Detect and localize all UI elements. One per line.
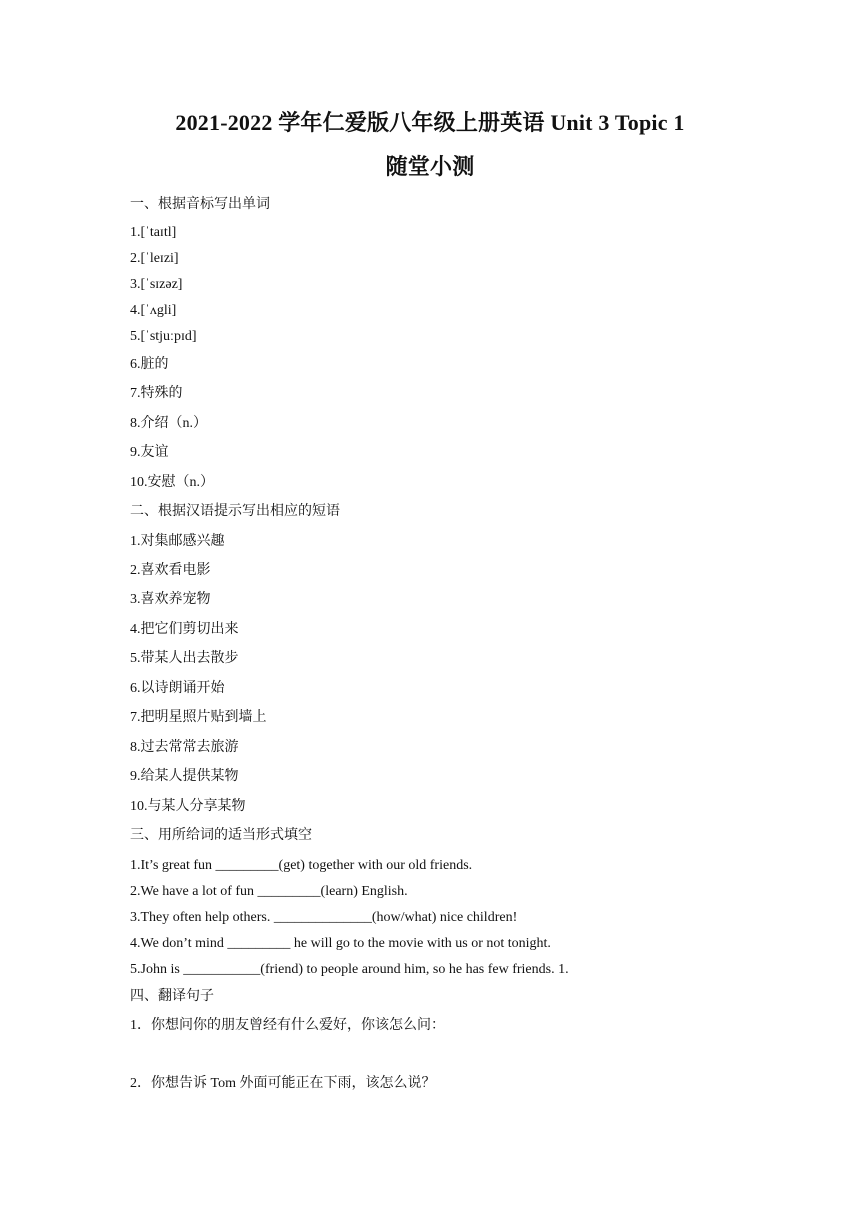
section-1-item: 7.特殊的: [130, 386, 183, 401]
section-2-item: 4.把它们剪切出来: [130, 622, 239, 637]
section-2-item: 7.把明星照片贴到墙上: [130, 710, 267, 725]
section-2-item: 1.对集邮感兴趣: [130, 534, 225, 549]
section-3-item: 2.We have a lot of fun _________(learn) English.: [130, 884, 408, 899]
section-1-item: 5.[ˈstjuːpɪd]: [130, 329, 197, 344]
section-4-item: 1．你想问你的朋友曾经有什么爱好，你该怎么问：: [130, 1018, 445, 1033]
section-3-item: 3.They often help others. ______________(how/what) nice children!: [130, 910, 518, 925]
section-2-item: 8.过去常常去旅游: [130, 740, 239, 755]
section-1-item: 2.[ˈleɪzi]: [130, 251, 179, 266]
section-3-item: 5.John is ___________(friend) to people around him, so he has few friends. 1.: [130, 962, 569, 977]
section-1-item: 4.[ˈʌgli]: [130, 303, 177, 318]
section-2-item: 5.带某人出去散步: [130, 651, 239, 666]
document-subtitle: 随堂小测: [385, 154, 475, 179]
section-1-item: 9.友谊: [130, 445, 169, 460]
section-2-heading: 二、根据汉语提示写出相应的短语: [130, 504, 340, 519]
section-1-item: 10.安慰（n.）: [130, 475, 214, 490]
section-1-item: 3.[ˈsɪzəz]: [130, 277, 183, 292]
section-3-item: 4.We don’t mind _________ he will go to the movie with us or not tonight.: [130, 936, 551, 951]
section-2-item: 9.给某人提供某物: [130, 769, 239, 784]
section-4-item: 2．你想告诉 Tom 外面可能正在下雨，该怎么说？: [130, 1076, 436, 1091]
section-2-item: 2.喜欢看电影: [130, 563, 211, 578]
section-3-item: 1.It’s great fun _________(get) together with our old friends.: [130, 858, 473, 873]
section-2-item: 3.喜欢养宠物: [130, 592, 211, 607]
section-1-item: 8.介绍（n.）: [130, 416, 207, 431]
section-4-heading: 四、翻译句子: [130, 989, 214, 1004]
section-2-item: 10.与某人分享某物: [130, 799, 246, 814]
section-3-heading: 三、用所给词的适当形式填空: [130, 828, 312, 843]
section-1-heading: 一、根据音标写出单词: [130, 197, 270, 212]
section-1-item: 1.[ˈtaɪtl]: [130, 225, 177, 240]
section-1-item: 6.脏的: [130, 357, 169, 372]
section-2-item: 6.以诗朗诵开始: [130, 681, 225, 696]
document-title: 2021-2022 学年仁爱版八年级上册英语 Unit 3 Topic 1: [175, 110, 685, 135]
